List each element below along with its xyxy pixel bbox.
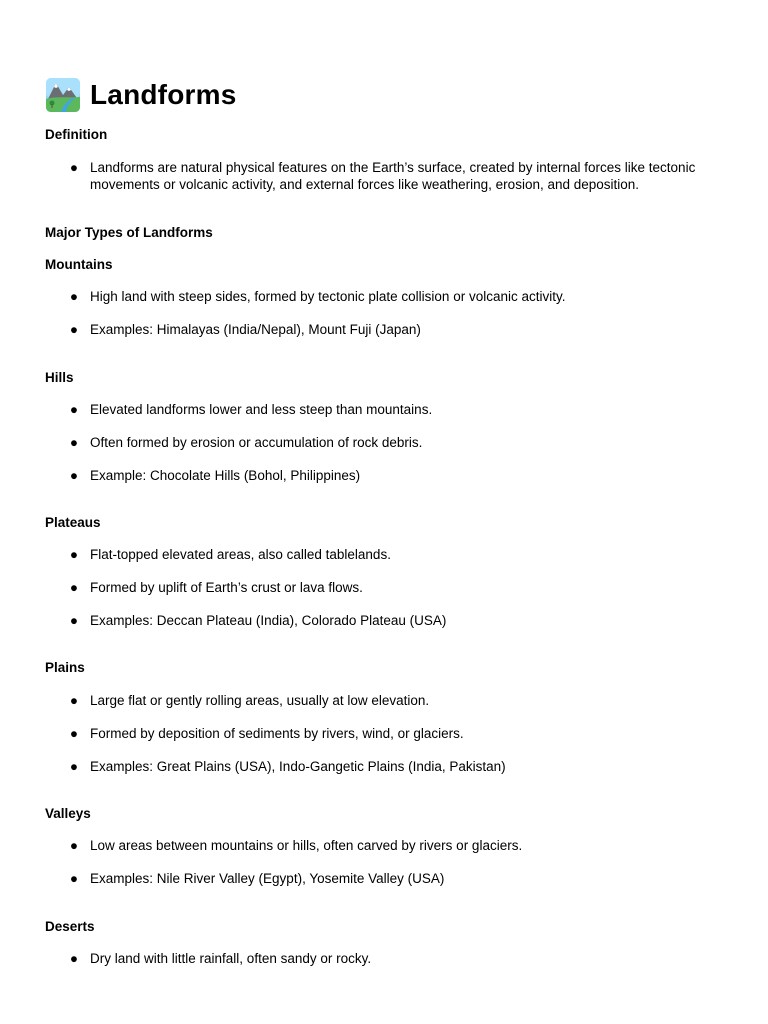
list-item [45,758,725,775]
mountains-heading: Mountains [45,257,113,272]
bullet-icon: ● [69,693,79,708]
list-item-text: Examples: Himalayas (India/Nepal), Mount Fuji (Japan) [90,322,421,337]
bullet-icon: ● [69,759,79,774]
list-item-text: Often formed by erosion or accumulation of rock debris. [90,435,423,450]
bullet-icon: ● [69,951,79,966]
bullet-icon: ● [69,547,79,562]
list-item-text: Examples: Great Plains (USA), Indo-Gangetic Plains (India, Pakistan) [90,759,506,774]
list-item [45,321,725,338]
bullet-icon: ● [69,468,79,483]
list-item [45,837,725,854]
bullet-icon: ● [69,871,79,886]
list-item-text: Formed by uplift of Earth’s crust or lava flows. [90,580,363,595]
list-item [45,159,725,193]
national-park-icon [45,77,81,113]
bullet-icon: ● [69,322,79,337]
bullet-icon: ● [69,726,79,741]
bullet-icon: ● [69,402,79,417]
valleys-heading: Valleys [45,806,91,821]
list-item [45,950,725,967]
list-item [45,692,725,709]
list-item-text: Formed by deposition of sediments by rivers, wind, or glaciers. [90,726,464,741]
title-row [45,76,236,114]
plateaus-heading: Plateaus [45,515,101,530]
list-item [45,467,725,484]
deserts-heading: Deserts [45,919,95,934]
list-item-text: Landforms are natural physical features on the Earth’s surface, created by internal forces like tectonic movements or volcanic activity, and external forces like weathering, erosion, and deposition. [90,160,696,192]
bullet-icon: ● [69,580,79,595]
list-item-text: Flat-topped elevated areas, also called tablelands. [90,547,391,562]
definition-heading: Definition [45,127,108,142]
list-item-text: Large flat or gently rolling areas, usually at low elevation. [90,693,430,708]
bullet-icon: ● [69,838,79,853]
list-item [45,579,725,596]
list-item-text: High land with steep sides, formed by tectonic plate collision or volcanic activity. [90,289,566,304]
bullet-icon: ● [69,613,79,628]
plains-heading: Plains [45,660,85,675]
list-item [45,546,725,563]
major-types-heading: Major Types of Landforms [45,225,213,240]
list-item-text: Elevated landforms lower and less steep than mountains. [90,402,433,417]
list-item-text: Low areas between mountains or hills, often carved by rivers or glaciers. [90,838,523,853]
bullet-icon: ● [69,160,79,175]
list-item-text: Dry land with little rainfall, often sandy or rocky. [90,951,372,966]
bullet-icon: ● [69,435,79,450]
bullet-icon: ● [69,289,79,304]
list-item [45,870,725,887]
list-item [45,612,725,629]
list-item-text: Examples: Nile River Valley (Egypt), Yosemite Valley (USA) [90,871,445,886]
hills-heading: Hills [45,370,74,385]
page-title: Landforms [90,79,237,110]
list-item [45,725,725,742]
list-item [45,401,725,418]
list-item-text: Examples: Deccan Plateau (India), Colorado Plateau (USA) [90,613,447,628]
list-item-text: Example: Chocolate Hills (Bohol, Philippines) [90,468,361,483]
list-item [45,288,725,305]
list-item [45,434,725,451]
